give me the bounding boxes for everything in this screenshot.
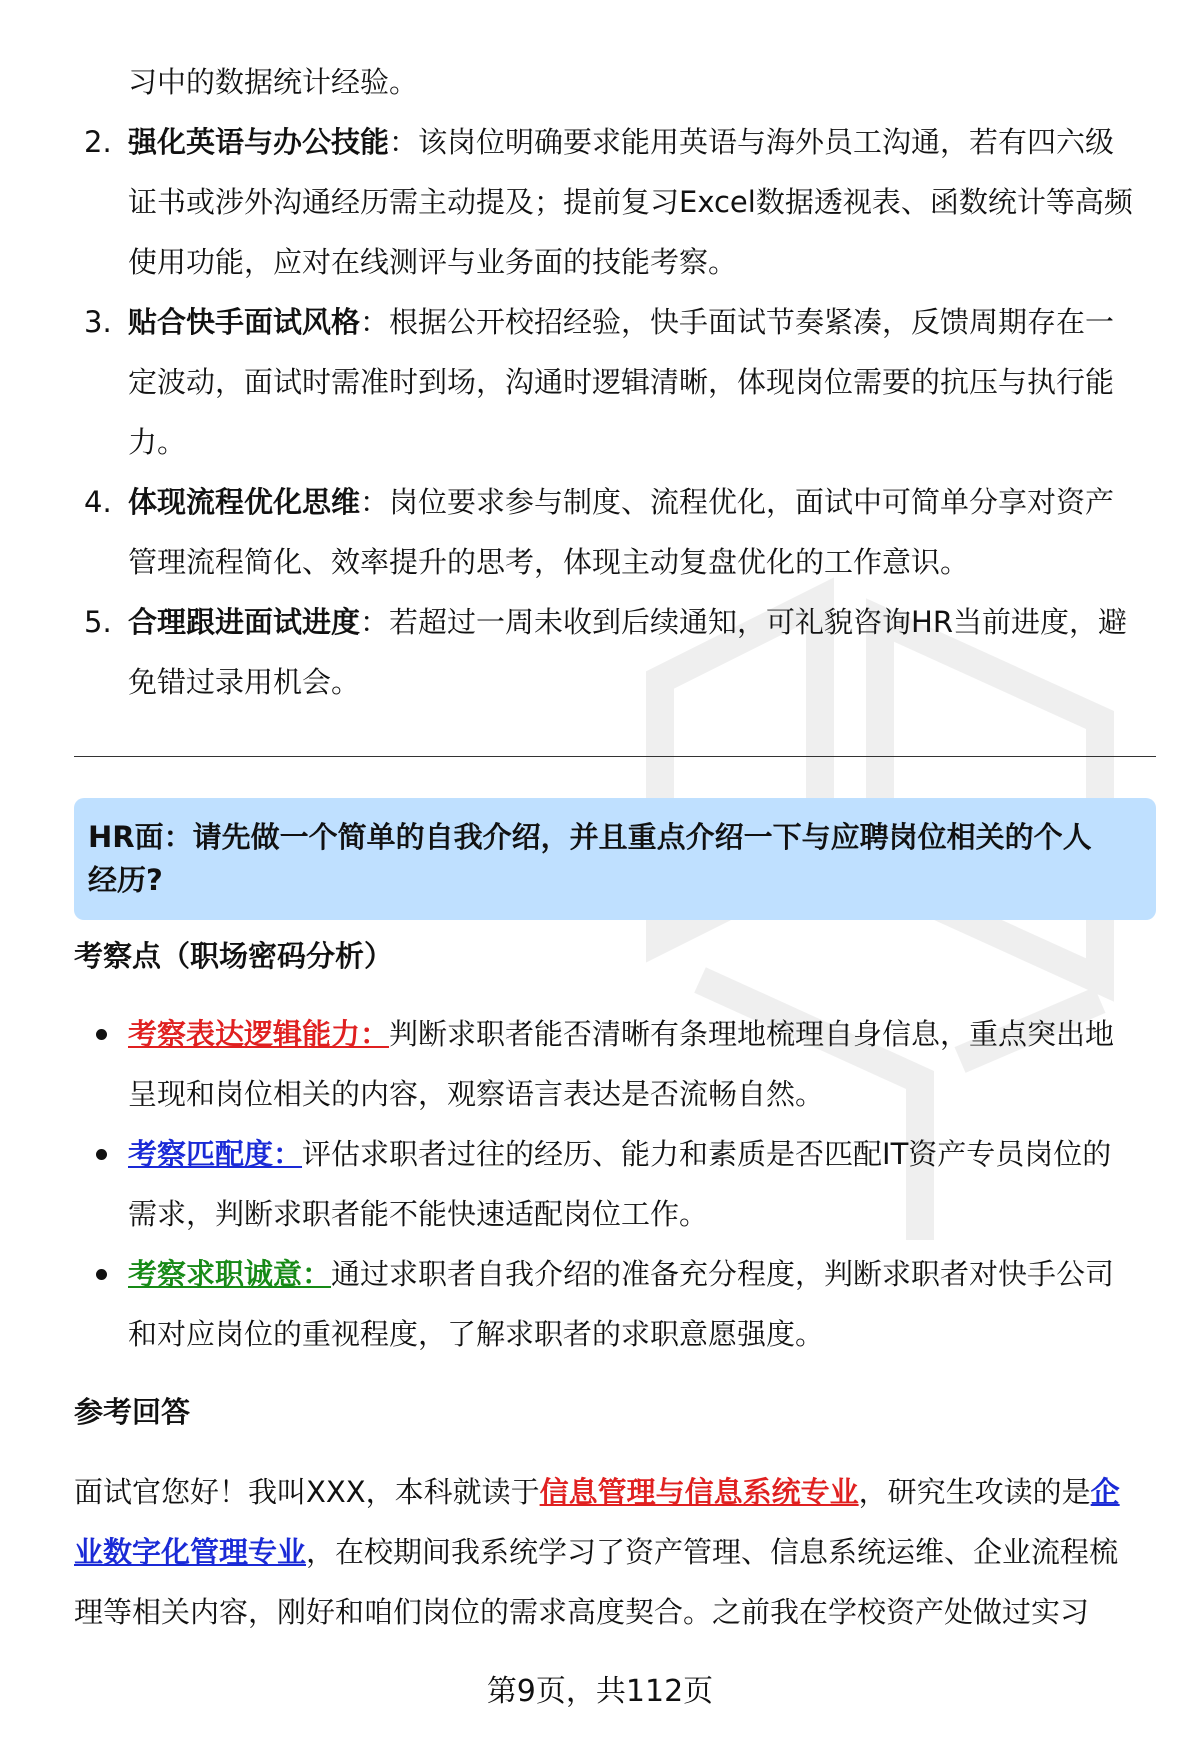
focus-text: 呈现和岗位相关的内容，观察语言表达是否流畅自然。	[128, 1077, 825, 1111]
bullet-dot-icon	[96, 1029, 107, 1040]
focus-text: 判断求职者能否清晰有条理地梳理自身信息，重点突出地	[389, 1017, 1115, 1051]
tip-item-5	[84, 592, 1164, 712]
tip-item-4	[84, 472, 1164, 592]
answer-section-title: 参考回答	[74, 1395, 191, 1429]
focus-text: 通过求职者自我介绍的准备充分程度，判断求职者对快手公司	[331, 1257, 1115, 1291]
tip-text: ：该岗位明确要求能用英语与海外员工沟通，若有四六级	[389, 125, 1115, 159]
focus-bullet-sincerity	[96, 1244, 1166, 1364]
tip-text: 管理流程简化、效率提升的思考，体现主动复盘优化的工作意识。	[128, 545, 970, 579]
tip-item-3	[84, 292, 1164, 472]
tip-number: 3.	[84, 305, 112, 339]
section-divider	[74, 756, 1156, 757]
tip-title: 强化英语与办公技能	[128, 125, 390, 159]
question-line: 经历?	[88, 863, 163, 897]
focus-text: 和对应岗位的重视程度，了解求职者的求职意愿强度。	[128, 1317, 825, 1351]
question-text	[88, 816, 1138, 902]
answer-highlight-graduate: 企	[1090, 1475, 1120, 1509]
bullet-dot-icon	[96, 1269, 107, 1280]
focus-bullet-match	[96, 1124, 1166, 1244]
tip-title: 体现流程优化思维	[128, 485, 361, 519]
focus-label: 考察求职诚意：	[128, 1257, 332, 1291]
question-line: HR面：请先做一个简单的自我介绍，并且重点介绍一下与应聘岗位相关的个人	[88, 820, 1092, 854]
focus-label: 考察匹配度：	[128, 1137, 303, 1171]
tip-text: 定波动，面试时需准时到场，沟通时逻辑清晰，体现岗位需要的抗压与执行能	[128, 365, 1115, 399]
previous-item-continuation: 习中的数据统计经验。	[128, 65, 419, 99]
tip-text: ：岗位要求参与制度、流程优化，面试中可简单分享对资产	[360, 485, 1115, 519]
answer-highlight-major: 信息管理与信息系统专业	[539, 1475, 859, 1509]
focus-text: 评估求职者过往的经历、能力和素质是否匹配IT资产专员岗位的	[302, 1137, 1112, 1171]
answer-text: 面试官您好！我叫XXX，本科就读于	[74, 1475, 540, 1509]
tip-item-2	[84, 112, 1164, 292]
tip-number: 2.	[84, 125, 112, 159]
tip-number: 4.	[84, 485, 112, 519]
tip-title: 贴合快手面试风格	[128, 305, 361, 339]
tip-text: ：若超过一周未收到后续通知，可礼貌咨询HR当前进度，避	[360, 605, 1127, 639]
tip-text: 证书或涉外沟通经历需主动提及；提前复习Excel数据透视表、函数统计等高频	[128, 185, 1133, 219]
focus-bullet-logic	[96, 1004, 1166, 1124]
answer-text: ，研究生攻读的是	[858, 1475, 1091, 1509]
focus-section-title: 考察点（职场密码分析）	[74, 939, 394, 973]
answer-text: ，在校期间我系统学习了资产管理、信息系统运维、企业流程梳	[306, 1535, 1119, 1569]
bullet-dot-icon	[96, 1149, 107, 1160]
tip-text: ：根据公开校招经验，快手面试节奏紧凑，反馈周期存在一	[360, 305, 1115, 339]
tip-number: 5.	[84, 605, 112, 639]
focus-label: 考察表达逻辑能力：	[128, 1017, 390, 1051]
focus-text: 需求，判断求职者能不能快速适配岗位工作。	[128, 1197, 709, 1231]
answer-paragraph	[74, 1462, 1164, 1642]
question-box	[74, 798, 1156, 920]
tip-text: 使用功能，应对在线测评与业务面的技能考察。	[128, 245, 738, 279]
tip-text: 免错过录用机会。	[128, 665, 361, 699]
answer-text: 理等相关内容，刚好和咱们岗位的需求高度契合。之前我在学校资产处做过实习	[74, 1595, 1090, 1629]
tip-text: 力。	[128, 425, 187, 459]
tip-title: 合理跟进面试进度	[128, 605, 361, 639]
page-number-footer: 第9页，共112页	[486, 1674, 714, 1709]
answer-highlight-graduate: 业数字化管理专业	[74, 1535, 307, 1569]
